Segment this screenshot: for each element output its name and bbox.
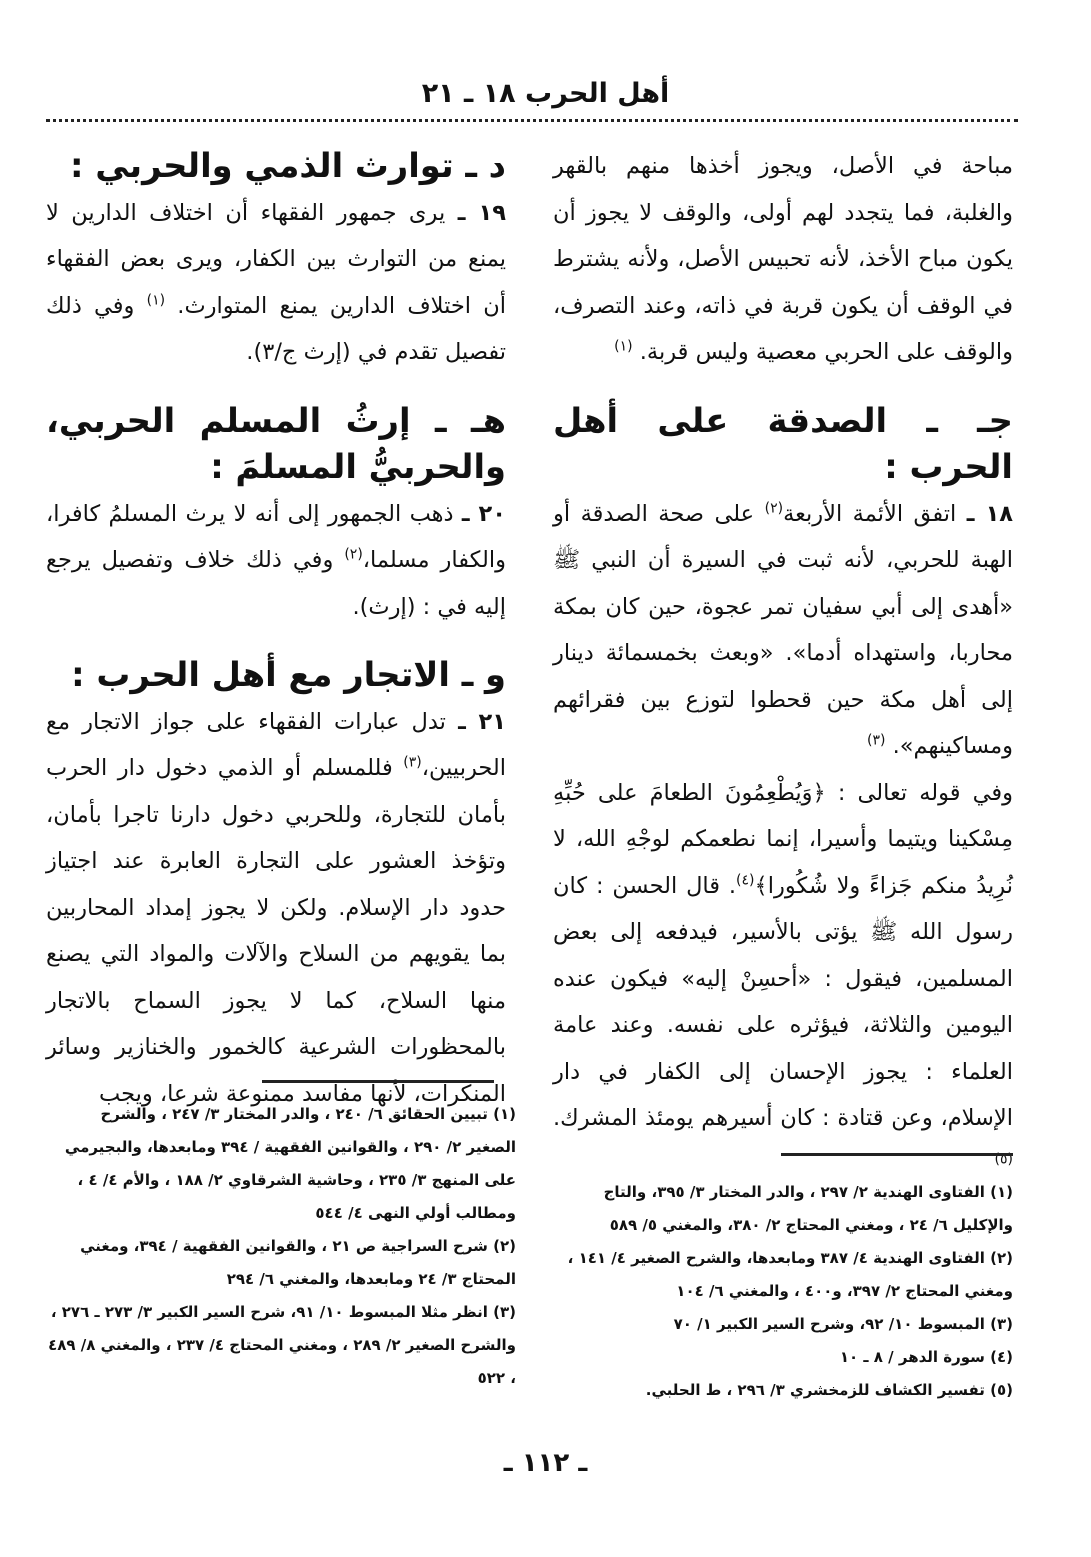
section-heading-inheritance-dhimmi: د ـ توارث الذمي والحربي : — [70, 146, 506, 185]
footnote-item: (٤) سورة الدهر / ٨ ـ ١٠ — [839, 1348, 1013, 1366]
footnotes-right — [543, 1176, 1013, 1407]
running-header: أهل الحرب ١٨ ـ ٢١ — [421, 78, 670, 109]
paragraph-quran — [553, 770, 1013, 1189]
header-divider — [46, 119, 1018, 122]
footnote-divider-right — [781, 1153, 1013, 1156]
paragraph-text: فللمسلم أو الذمي دخول دار الحرب بأمان للتجارة، وللحربي دخول دارنا تاجرا بأمان، وتؤخذ العشور على التجارة العابرة عند اجتياز حدود دار الإسلام. ولكن لا يجوز إمداد المحاربين بما يقويهم من السلاح والآلات والمواد التي يصنع منها السلاح، كما لا يجوز السماح بالاتجار بالمحظورات الشرعية كالخمور والخنازير وسائر المنكرات، لأنها مفاسد ممنوعة شرعا، ويجب — [46, 755, 506, 1107]
paragraph-19 — [46, 190, 506, 376]
paragraph-text: اتفق الأئمة الأربعة — [783, 500, 957, 527]
footnote-item: (٣) المبسوط ١٠/ ٩٢، وشرح السير الكبير ١/ ٧٠ — [673, 1315, 1013, 1333]
footnote-item: (٣) انظر مثلا المبسوط ١٠/ ٩١، شرح السير الكبير ٣/ ٢٧٣ ـ ٢٧٦ ، والشرح الصغير ٢/ ٢٨٩ ، ومغني المحتاج ٤/ ٢٣٧ ، والمغني ٨/ ٤٨٩ ، ٥٢٢ — [48, 1303, 516, 1387]
footnote-item: (٢) شرح السراجية ص ٢١ ، والقوانين الفقهية / ٣٩٤، ومغني المحتاج ٣/ ٢٤ ومابعدها، والمغني ٦/ ٢٩٤ — [80, 1237, 516, 1288]
paragraph-text: ذهب الجمهور إلى أنه لا يرث المسلمُ كافرا، والكفار مسلما، — [46, 500, 507, 573]
section-heading-muslim-inheritance: هـ ـ إرثُ المسلم الحربي، والحربيُّ المسلمَ : — [46, 400, 506, 486]
footnote-item: (١) تبيين الحقائق ٦/ ٢٤٠ ، والدر المختار ٣/ ٢٤٧ ، والشرح الصغير ٢/ ٢٩٠ ، والقوانين الفقهية / ٣٩٤ ومابعدها، والبجيرمي على المنهج ٣/ ٢٣٥ ، وحاشية الشرقاوي ٢/ ١٨٨ ، والأم ٤/ ٤ ، ومطالب أولي النهى ٤/ ٥٤٤ — [64, 1105, 516, 1222]
footnotes-left — [46, 1098, 516, 1395]
footnote-ref: (٣) — [403, 754, 422, 771]
footnote-item: (٢) الفتاوى الهندية ٤/ ٣٨٧ ومابعدها، والشرح الصغير ٤/ ١٤١ ، ومغني المحتاج ٢/ ٣٩٧، و٤٠٠ ، والمغني ٦/ ١٠٤ — [567, 1249, 1013, 1300]
footnote-divider-left — [262, 1080, 494, 1083]
footnote-ref: (٢) — [764, 500, 784, 516]
paragraph-18 — [553, 491, 1013, 770]
spacer — [46, 630, 506, 652]
spacer — [553, 376, 1013, 398]
paragraph-number: ٢٠ ـ — [461, 500, 507, 527]
right-column — [553, 143, 1013, 1188]
footnote-item: (٥) تفسير الكشاف للزمخشري ٣/ ٢٩٦ ، ط الحلبي. — [645, 1381, 1013, 1399]
section-heading-charity: جـ ـ الصدقة على أهل الحرب : — [553, 400, 1013, 486]
paragraph-text: على صحة الصدقة أو الهبة للحربي، لأنه ثبت في السيرة أن النبي ﷺ «أهدى إلى أبي سفيان تمر عجوة، حين كان بمكة محاربا، واستهداه أدما». «وبعث بخمسمائة دينار إلى أهل مكة حين قحطوا لتوزع بين فقرائهم ومساكينهم». — [553, 500, 1013, 759]
paragraph-text: وفي قوله تعالى : ﴿وَيُطْعِمُونَ الطعامَ على حُبِّهِ مِسْكينا ويتيما وأسيرا، إنما نطعمكم لوجْهِ الله، لا نُرِيدُ منكم جَزاءً ولا شُكُورا﴾ — [553, 779, 1013, 899]
paragraph-text: وفي ذلك تفصيل تقدم في (إرث ج/٣). — [46, 292, 506, 365]
paragraph-text: مباحة في الأصل، ويجوز أخذها منهم بالقهر والغلبة، فما يتجدد لهم أولى، والوقف لا يجوز أن يكون مباح الأخذ، لأنه تحبيس الأصل، ولأنه يشترط في الوقف أن يكون قربة في ذاته، وعند التصرف، والوقف على الحربي معصية وليس قربة. — [553, 153, 1013, 365]
paragraph-20 — [46, 491, 506, 631]
paragraph-21 — [46, 699, 506, 1118]
section-heading-trade: و ـ الاتجار مع أهل الحرب : — [71, 655, 506, 694]
paragraph-text: . قال الحسن : كان رسول الله ﷺ يؤتى بالأسير، فيدفعه إلى بعض المسلمين، فيقول : «أحسِنْ إليه» فيكون عنده اليومين والثلاثة، فيؤثره على نفسه. وعند عامة العلماء : يجوز الإحسان إلى الكفار في دار الإسلام، وعن قتادة : كان أسيرهم يومئذ المشرك. — [553, 872, 1013, 1131]
spacer — [46, 376, 506, 398]
footnote-item: (١) الفتاوى الهندية ٢/ ٢٩٧ ، والدر المختار ٣/ ٣٩٥، والتاج والإكليل ٦/ ٢٤ ، ومغني المحتاج ٢/ ٣٨٠، والمغني ٥/ ٥٨٩ — [603, 1183, 1013, 1234]
footnote-ref: (٥) — [994, 1151, 1013, 1167]
paragraph-text: يرى جمهور الفقهاء أن اختلاف الدارين لا يمنع من التوارث بين الكفار، ويرى بعض الفقهاء أن اختلاف الدارين يمنع المتوارث. — [46, 199, 506, 319]
left-column — [46, 143, 506, 1117]
footnote-ref: (٢) — [344, 546, 363, 563]
footnote-ref: (٤) — [736, 872, 755, 888]
page-number: ـ ١١٢ ـ — [503, 1448, 588, 1478]
paragraph-number: ١٩ ـ — [457, 199, 507, 226]
paragraph-number: ٢١ ـ — [458, 708, 507, 735]
paragraph-waqf — [553, 143, 1013, 376]
footnote-ref: (١) — [614, 338, 633, 355]
footnote-ref: (٣) — [866, 732, 886, 749]
paragraph-number: ١٨ ـ — [966, 500, 1014, 527]
footnote-ref: (١) — [146, 292, 166, 308]
paragraph-text: وفي ذلك خلاف وتفصيل يرجع إليه في : (إرث). — [46, 547, 506, 620]
paragraph-text: تدل عبارات الفقهاء على جواز الاتجار مع الحربيين، — [46, 708, 506, 781]
